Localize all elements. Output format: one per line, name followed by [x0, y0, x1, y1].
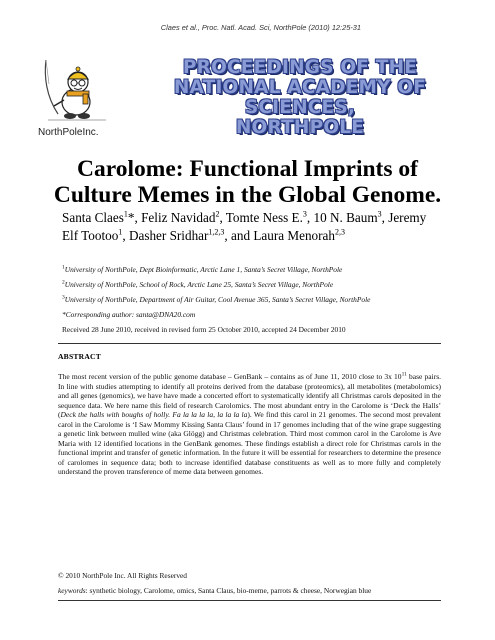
affiliation-item [62, 277, 462, 292]
author-sep: , [306, 210, 314, 225]
abstract-sup: 11 [401, 371, 407, 378]
author-name: Tomte Ness E. [225, 210, 303, 225]
author-affil-sup: 1 [118, 227, 123, 237]
abstract-text: The most recent version of the public genome database – GenBank – contains as of June 11, 2010 close to 3x 10 [58, 372, 402, 381]
author-affil-sup: 3 [377, 209, 382, 219]
journal-line-2: NATIONAL ACADEMY OF SCIENCES, [173, 77, 427, 118]
affiliations [62, 262, 462, 322]
title-line-1: Carolome: Functional Imprints of [77, 156, 418, 182]
received-dates: Received 28 June 2010, received in revised form 25 October 2010, accepted 24 December 2010 [62, 325, 346, 334]
author-sep: , [122, 228, 129, 243]
cartoon-scientist-logo [40, 56, 112, 124]
affiliation-text: University of NorthPole, School of Rock, Arctic Lane 25, Santa’s Secret Village, NorthPole [64, 280, 334, 289]
author-affil-sup: 3 [302, 209, 307, 219]
abstract-text: base pairs. In line with studies attempting to identify all proteins derived from the database (proteomics), all metabolites (metabolomics) and all genes (genomics), we have have made a concerted effort to systematically identify all Christmas carols deposited in the sequence data. We here name this field of research Carolomics. The most abundant entry in the Carolome is ‘Deck the Halls’ ( [58, 372, 442, 419]
author-name: Laura Menorah [253, 228, 335, 243]
divider-bottom [58, 600, 441, 601]
author-name: 10 N. Baum [313, 210, 378, 225]
paper-title [40, 156, 455, 208]
logo-text: NorthPoleInc. [38, 127, 99, 138]
divider-top [58, 343, 441, 344]
author-affil-sup: 2,3 [335, 227, 345, 237]
keywords-label: keywords [58, 586, 86, 595]
author-sep: *, [127, 210, 142, 225]
keywords [58, 586, 441, 595]
affiliation-item [62, 292, 462, 307]
author-name: Jeremy Elf Tootoo [62, 210, 427, 243]
title-line-2: Culture Memes in the Global Genome. [53, 182, 442, 208]
journal-line-1: PROCEEDINGS OF THE [182, 57, 418, 78]
citation-header: Claes et al., Proc. Natl. Acad. Sci, NorthPole (2010) 12:25-31 [160, 23, 361, 32]
affiliation-sup: 2 [62, 279, 65, 286]
author-sep: , and [224, 228, 254, 243]
journal-line-3: NORTHPOLE [235, 117, 365, 138]
affiliation-item [62, 262, 462, 277]
affiliation-sup: 1 [62, 264, 65, 271]
author-affil-sup: 2 [215, 209, 220, 219]
author-affil-sup: 1,2,3 [208, 227, 225, 237]
abstract-body [58, 372, 441, 477]
author-name: Feliz Navidad [141, 210, 216, 225]
author-name: Santa Claes [62, 210, 124, 225]
author-name: Dasher Sridhar [128, 228, 209, 243]
affiliation-sup: 3 [62, 294, 65, 301]
corresponding-author: *Corresponding author: santa@DNA20.com [62, 310, 196, 319]
author-sep: , [219, 210, 226, 225]
author-sep: , [381, 210, 389, 225]
affiliation-text: University of NorthPole, Department of Air Guitar, Cool Avenue 365, Santa’s Secret Village, NorthPole [64, 295, 371, 304]
author-list [62, 209, 442, 245]
journal-title [150, 58, 450, 138]
abstract-italic-text: Deck the halls with boughs of holly. Fa la la la la, la la la la [60, 410, 248, 419]
copyright-notice: © 2010 NorthPole Inc. All Rights Reserved [58, 571, 187, 580]
author-affil-sup: 1 [123, 209, 128, 219]
affiliation-text: University of NorthPole, Dept Bioinformatic, Arctic Lane 1, Santa’s Secret Village, NorthPole [64, 265, 343, 274]
keywords-text: : synthetic biology, Carolome, omics, Santa Claus, bio-meme, parrots & cheese, Norwegian blue [85, 586, 372, 595]
abstract-heading: ABSTRACT [58, 352, 101, 361]
abstract-text: ). We find this carol in 21 genomes. The second most prevalent carol in the Carolome is ‘I Saw Mommy Kissing Santa Claus’ found in 17 genomes including that of the wine grape suggesting a genetic link between mulled wine (aka Glögg) and Christmas celebration. Third most common carol in the Carolome is Ave Maria with 12 identified locations in the GenBank genomes. These findings establish a direct role for Christmas carols in the functional imprint and transfer of genetic information. In the future it will be essential for researchers to determine the presence of carolomes in sequence data; both to increase identified database constituents as well as to more fully and completely understand the proven transference of meme data between genomes. [58, 410, 441, 476]
